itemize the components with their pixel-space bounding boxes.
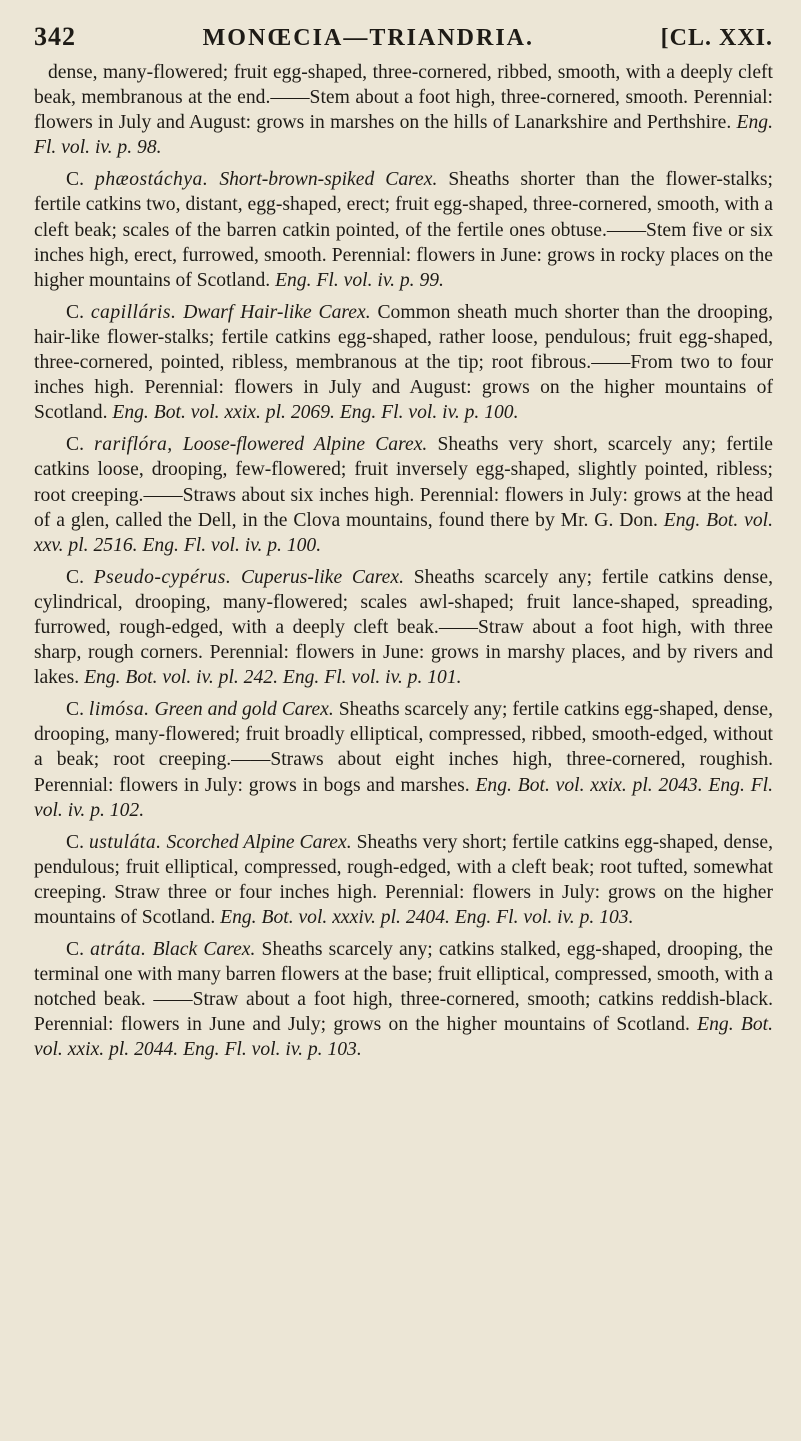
common-name: Green and gold Carex. xyxy=(154,699,334,721)
common-name: Dwarf Hair-like Carex. xyxy=(183,301,371,323)
body-text xyxy=(34,60,773,1063)
entry-reference: Eng. Bot. vol. xxxiv. pl. 2404. Eng. Fl. vol. iv. p. 103. xyxy=(220,907,634,928)
entry-body: Sheaths scarcely any; fertile catkins egg-shaped, dense, drooping, many-flowered; fruit broadly elliptical, compressed, ribbed, smooth-edged, without a beak; root creeping.——Straws about eight inches high, three-cornered, roughish. Perennial: flowers in July: grows in bogs and marshes. xyxy=(34,699,773,796)
entry-reference: Eng. Bot. vol. xxv. pl. 2516. Eng. Fl. vol. iv. p. 100. xyxy=(34,509,773,556)
page-number: 342 xyxy=(34,22,76,51)
entry-body: Sheaths shorter than the flower-stalks; fertile catkins two, distant, egg-shaped, erect; fruit egg-shaped, three-cornered, smooth, with a cleft beak; scales of the barren catkin pointed, of the fertile ones obtuse.——Stem five or six inches high, erect, furrowed, smooth. Perennial: flowers in June: grows in rocky places on the higher mountains of Scotland. xyxy=(34,169,773,291)
genus-abbrev: C. xyxy=(66,566,84,588)
genus-abbrev: C. xyxy=(66,301,84,323)
common-name: Short-brown-spiked Carex. xyxy=(219,169,438,191)
genus-abbrev: C. xyxy=(66,169,84,191)
genus-abbrev: C. xyxy=(66,831,84,853)
entry-reference: Eng. Fl. vol. iv. p. 99. xyxy=(275,269,444,291)
species-name: capilláris. xyxy=(90,301,177,323)
entry-reference: Eng. Bot. vol. xxix. pl. 2043. Eng. Fl. vol. iv. p. 102. xyxy=(34,774,774,821)
entry-reference: Eng. Bot. vol. xxix. pl. 2044. Eng. Fl. vol. iv. p. 103. xyxy=(34,1014,773,1061)
running-head xyxy=(34,22,773,52)
common-name: Loose-flowered Alpine Carex. xyxy=(182,434,428,456)
species-entry xyxy=(34,565,773,690)
species-name: phæostáchya. xyxy=(95,169,209,191)
species-entry xyxy=(34,697,773,822)
species-entry xyxy=(34,167,773,292)
genus-abbrev: C. xyxy=(66,699,84,721)
species-entry xyxy=(34,830,773,930)
species-name: atráta. xyxy=(90,939,147,961)
entry-reference: Eng. Bot. vol. iv. pl. 242. Eng. Fl. vol. iv. p. 101. xyxy=(84,667,462,689)
common-name: Scorched Alpine Carex. xyxy=(166,831,352,853)
species-name: ustuláta. xyxy=(88,831,162,853)
genus-abbrev: C. xyxy=(66,434,84,456)
entry-body: Common sheath much shorter than the drooping, hair-like flower-stalks; fertile catkins egg-shaped, rather loose, pendulous; fruit egg-shaped, three-cornered, pointed, ribless, membranous at the tip; root fibrous.——From two to four inches high. Perennial: flowers in July and August: grows on the higher mountains of Scotland. xyxy=(34,301,774,424)
entry-body: dense, many-flowered; fruit egg-shaped, three-cornered, ribbed, smooth, with a deeply cleft beak, membranous at the end.——Stem about a foot high, three-cornered, smooth. Perennial: flowers in July and August: grows in marshes on the hills of Lanarkshire and Perthshire. xyxy=(34,62,773,134)
class-label: [CL. XXI. xyxy=(660,25,773,51)
species-name: limósa. xyxy=(88,699,150,721)
entry-reference: Eng. Fl. vol. iv. p. 98. xyxy=(34,112,773,159)
entry-body: Sheaths very short; fertile catkins egg-shaped, dense, pendulous; fruit elliptical, compressed, rough-edged, with a cleft beak; root tufted, somewhat creeping. Straw three or four inches high. Perennial: flowers in July: grows on the higher mountains of Scotland. xyxy=(34,831,773,928)
entry-body: Sheaths scarcely any; catkins stalked, egg-shaped, drooping, the terminal one with many barren flowers at the base; fruit elliptical, compressed, smooth, with a notched beak. ——Straw about a foot high, three-cornered, smooth; catkins reddish-black. Perennial: flowers in June and July; grows on the higher mountains of Scotland. xyxy=(34,939,774,1036)
species-name: Pseudo-cypérus. xyxy=(93,566,232,588)
species-entry xyxy=(34,937,773,1062)
species-name: rariflóra, xyxy=(94,434,173,456)
common-name: Cuperus-like Carex. xyxy=(240,566,404,588)
genus-abbrev: C. xyxy=(66,939,84,961)
common-name: Black Carex. xyxy=(152,939,256,961)
running-title: MONŒCIA—TRIANDRIA. xyxy=(202,25,534,51)
species-entry xyxy=(34,60,773,160)
entry-body: Sheaths scarcely any; fertile catkins dense, cylindrical, drooping, many-flowered; scales awl-shaped; fruit lance-shaped, spreading, furrowed, rough-edged, with a deeply cleft beak.——Straw about a foot high, with three sharp, rough corners. Perennial: flowers in June: grows in marshy places, and by rivers and lakes. xyxy=(34,566,773,689)
species-entry xyxy=(34,432,773,557)
species-entry xyxy=(34,300,773,425)
entry-body: Sheaths very short, scarcely any; fertile catkins loose, drooping, few-flowered; fruit inversely egg-shaped, slightly pointed, ribless; root creeping.——Straws about six inches high. Perennial: flowers in July: grows at the head of a glen, called the Dell, in the Clova mountains, found there by Mr. G. Don. xyxy=(34,434,773,531)
entry-reference: Eng. Bot. vol. xxix. pl. 2069. Eng. Fl. vol. iv. p. 100. xyxy=(112,402,519,424)
